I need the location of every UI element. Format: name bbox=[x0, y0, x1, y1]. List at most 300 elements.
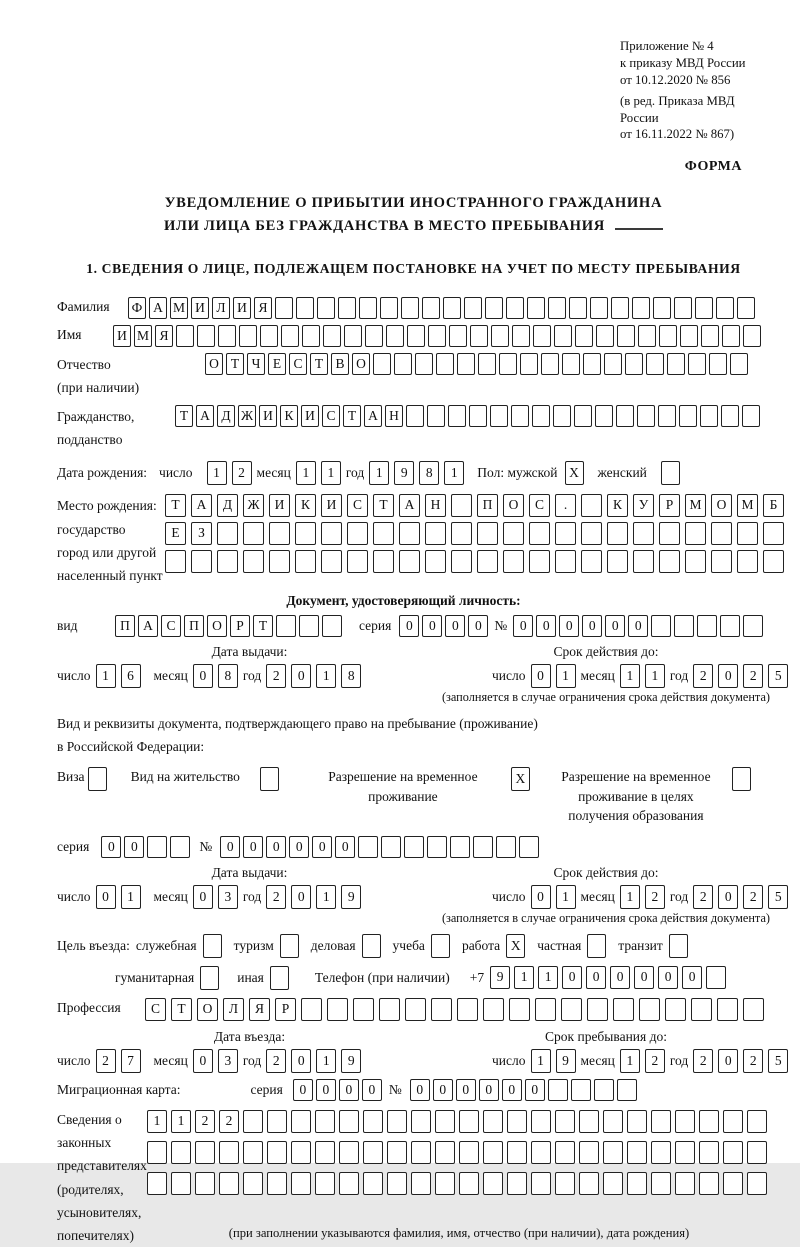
form-char-cell[interactable] bbox=[427, 836, 447, 858]
form-char-cell[interactable] bbox=[464, 297, 482, 319]
form-char-cell[interactable]: 2 bbox=[743, 885, 763, 909]
form-char-cell[interactable] bbox=[737, 522, 758, 545]
form-char-cell[interactable] bbox=[695, 297, 713, 319]
form-char-cell[interactable] bbox=[685, 522, 706, 545]
form-char-cell[interactable] bbox=[338, 297, 356, 319]
form-char-cell[interactable]: 2 bbox=[645, 885, 665, 909]
form-char-cell[interactable]: Р bbox=[659, 494, 680, 517]
form-char-cell[interactable]: 0 bbox=[531, 885, 551, 909]
form-char-cell[interactable] bbox=[299, 615, 319, 637]
form-char-cell[interactable]: 2 bbox=[219, 1110, 239, 1133]
form-char-cell[interactable] bbox=[499, 353, 517, 375]
form-char-cell[interactable] bbox=[730, 353, 748, 375]
form-char-cell[interactable] bbox=[627, 1172, 647, 1195]
form-char-cell[interactable]: 0 bbox=[468, 615, 488, 637]
form-char-cell[interactable] bbox=[301, 998, 322, 1021]
form-char-cell[interactable]: 6 bbox=[121, 664, 141, 688]
form-char-cell[interactable]: 0 bbox=[291, 885, 311, 909]
form-char-cell[interactable]: 3 bbox=[218, 885, 238, 909]
form-char-cell[interactable] bbox=[579, 1110, 599, 1133]
form-char-cell[interactable] bbox=[617, 1079, 637, 1101]
form-char-cell[interactable]: Е bbox=[268, 353, 286, 375]
form-char-cell[interactable] bbox=[555, 522, 576, 545]
form-char-cell[interactable]: 2 bbox=[232, 461, 252, 485]
form-char-cell[interactable] bbox=[737, 550, 758, 573]
form-char-cell[interactable]: С bbox=[289, 353, 307, 375]
form-char-cell[interactable] bbox=[469, 405, 487, 427]
form-char-cell[interactable] bbox=[407, 325, 425, 347]
form-char-cell[interactable] bbox=[195, 1141, 215, 1164]
form-char-cell[interactable] bbox=[404, 836, 424, 858]
form-char-cell[interactable]: 1 bbox=[321, 461, 341, 485]
form-char-cell[interactable] bbox=[611, 297, 629, 319]
form-char-cell[interactable] bbox=[339, 1110, 359, 1133]
form-char-cell[interactable] bbox=[457, 353, 475, 375]
form-char-cell[interactable] bbox=[359, 297, 377, 319]
form-char-cell[interactable] bbox=[165, 550, 186, 573]
form-char-cell[interactable] bbox=[651, 1110, 671, 1133]
purpose-humanitarian-checkbox[interactable] bbox=[200, 966, 219, 990]
form-char-cell[interactable]: 0 bbox=[525, 1079, 545, 1101]
form-char-cell[interactable] bbox=[373, 550, 394, 573]
form-char-cell[interactable]: М bbox=[737, 494, 758, 517]
form-char-cell[interactable]: К bbox=[280, 405, 298, 427]
form-char-cell[interactable]: 0 bbox=[628, 615, 648, 637]
form-char-cell[interactable] bbox=[496, 836, 516, 858]
form-char-cell[interactable] bbox=[651, 615, 671, 637]
form-char-cell[interactable] bbox=[607, 550, 628, 573]
form-char-cell[interactable]: 8 bbox=[419, 461, 439, 485]
form-char-cell[interactable] bbox=[302, 325, 320, 347]
form-char-cell[interactable] bbox=[243, 1172, 263, 1195]
form-char-cell[interactable]: 2 bbox=[96, 1049, 116, 1073]
form-char-cell[interactable] bbox=[491, 325, 509, 347]
form-char-cell[interactable] bbox=[435, 1141, 455, 1164]
form-char-cell[interactable]: 0 bbox=[582, 615, 602, 637]
form-char-cell[interactable] bbox=[637, 405, 655, 427]
form-char-cell[interactable] bbox=[603, 1172, 623, 1195]
form-char-cell[interactable] bbox=[688, 353, 706, 375]
form-char-cell[interactable]: 0 bbox=[718, 664, 738, 688]
form-char-cell[interactable] bbox=[625, 353, 643, 375]
form-char-cell[interactable]: А bbox=[196, 405, 214, 427]
form-char-cell[interactable] bbox=[675, 1110, 695, 1133]
form-char-cell[interactable]: 0 bbox=[610, 966, 630, 989]
form-char-cell[interactable] bbox=[243, 522, 264, 545]
form-char-cell[interactable] bbox=[217, 550, 238, 573]
form-char-cell[interactable] bbox=[323, 325, 341, 347]
form-char-cell[interactable]: П bbox=[115, 615, 135, 637]
form-char-cell[interactable] bbox=[451, 522, 472, 545]
form-char-cell[interactable]: Ф bbox=[128, 297, 146, 319]
form-char-cell[interactable] bbox=[373, 353, 391, 375]
form-char-cell[interactable]: 0 bbox=[124, 836, 144, 858]
form-char-cell[interactable] bbox=[459, 1141, 479, 1164]
form-char-cell[interactable] bbox=[509, 998, 530, 1021]
form-char-cell[interactable]: Я bbox=[249, 998, 270, 1021]
form-char-cell[interactable] bbox=[321, 522, 342, 545]
form-char-cell[interactable]: Т bbox=[175, 405, 193, 427]
form-char-cell[interactable] bbox=[260, 325, 278, 347]
form-char-cell[interactable] bbox=[627, 1141, 647, 1164]
form-char-cell[interactable] bbox=[743, 998, 764, 1021]
form-char-cell[interactable]: 0 bbox=[559, 615, 579, 637]
form-char-cell[interactable]: М bbox=[170, 297, 188, 319]
form-char-cell[interactable] bbox=[473, 836, 493, 858]
form-char-cell[interactable] bbox=[607, 522, 628, 545]
form-char-cell[interactable]: 2 bbox=[693, 664, 713, 688]
form-char-cell[interactable] bbox=[561, 998, 582, 1021]
form-char-cell[interactable] bbox=[716, 297, 734, 319]
form-char-cell[interactable]: П bbox=[477, 494, 498, 517]
form-char-cell[interactable] bbox=[503, 522, 524, 545]
form-char-cell[interactable]: 0 bbox=[502, 1079, 522, 1101]
form-char-cell[interactable] bbox=[737, 297, 755, 319]
form-char-cell[interactable] bbox=[675, 1172, 695, 1195]
form-char-cell[interactable] bbox=[267, 1172, 287, 1195]
form-char-cell[interactable]: П bbox=[184, 615, 204, 637]
form-char-cell[interactable] bbox=[579, 1172, 599, 1195]
form-char-cell[interactable] bbox=[723, 1141, 743, 1164]
form-char-cell[interactable] bbox=[176, 325, 194, 347]
purpose-official-checkbox[interactable] bbox=[203, 934, 222, 958]
form-char-cell[interactable] bbox=[269, 550, 290, 573]
form-char-cell[interactable] bbox=[699, 1110, 719, 1133]
form-char-cell[interactable]: 0 bbox=[605, 615, 625, 637]
form-char-cell[interactable] bbox=[569, 297, 587, 319]
purpose-work-checkbox[interactable]: X bbox=[506, 934, 525, 958]
form-char-cell[interactable]: Т bbox=[165, 494, 186, 517]
form-char-cell[interactable] bbox=[506, 297, 524, 319]
form-char-cell[interactable]: 5 bbox=[768, 1049, 788, 1073]
form-char-cell[interactable]: Л bbox=[223, 998, 244, 1021]
form-char-cell[interactable] bbox=[478, 353, 496, 375]
form-char-cell[interactable]: 2 bbox=[693, 1049, 713, 1073]
form-char-cell[interactable] bbox=[503, 550, 524, 573]
form-char-cell[interactable] bbox=[638, 325, 656, 347]
form-char-cell[interactable]: Р bbox=[230, 615, 250, 637]
form-char-cell[interactable] bbox=[699, 1172, 719, 1195]
form-char-cell[interactable] bbox=[322, 615, 342, 637]
form-char-cell[interactable] bbox=[317, 297, 335, 319]
form-char-cell[interactable]: 0 bbox=[410, 1079, 430, 1101]
form-char-cell[interactable]: Т bbox=[343, 405, 361, 427]
form-char-cell[interactable] bbox=[443, 297, 461, 319]
form-char-cell[interactable] bbox=[381, 836, 401, 858]
form-char-cell[interactable]: 1 bbox=[556, 664, 576, 688]
form-char-cell[interactable]: 1 bbox=[620, 885, 640, 909]
form-char-cell[interactable] bbox=[720, 615, 740, 637]
form-char-cell[interactable] bbox=[387, 1172, 407, 1195]
form-char-cell[interactable] bbox=[743, 325, 761, 347]
form-char-cell[interactable]: А bbox=[364, 405, 382, 427]
purpose-other-checkbox[interactable] bbox=[270, 966, 289, 990]
form-char-cell[interactable]: 1 bbox=[171, 1110, 191, 1133]
form-char-cell[interactable] bbox=[315, 1172, 335, 1195]
form-char-cell[interactable] bbox=[380, 297, 398, 319]
form-char-cell[interactable]: В bbox=[331, 353, 349, 375]
form-char-cell[interactable] bbox=[633, 522, 654, 545]
form-char-cell[interactable] bbox=[147, 1172, 167, 1195]
form-char-cell[interactable] bbox=[699, 1141, 719, 1164]
form-char-cell[interactable] bbox=[575, 325, 593, 347]
form-char-cell[interactable] bbox=[267, 1110, 287, 1133]
form-char-cell[interactable]: 5 bbox=[768, 885, 788, 909]
form-char-cell[interactable]: 3 bbox=[218, 1049, 238, 1073]
form-char-cell[interactable]: 9 bbox=[341, 885, 361, 909]
form-char-cell[interactable]: 0 bbox=[266, 836, 286, 858]
form-char-cell[interactable]: 0 bbox=[658, 966, 678, 989]
residence-permit-checkbox[interactable] bbox=[260, 767, 279, 791]
form-char-cell[interactable] bbox=[344, 325, 362, 347]
form-char-cell[interactable] bbox=[581, 494, 602, 517]
form-char-cell[interactable] bbox=[674, 297, 692, 319]
form-char-cell[interactable] bbox=[717, 998, 738, 1021]
form-char-cell[interactable] bbox=[435, 1110, 455, 1133]
form-char-cell[interactable] bbox=[747, 1172, 767, 1195]
form-char-cell[interactable]: Ч bbox=[247, 353, 265, 375]
form-char-cell[interactable] bbox=[587, 998, 608, 1021]
form-char-cell[interactable] bbox=[449, 325, 467, 347]
form-char-cell[interactable] bbox=[483, 1172, 503, 1195]
form-char-cell[interactable]: 0 bbox=[422, 615, 442, 637]
form-char-cell[interactable] bbox=[315, 1110, 335, 1133]
form-char-cell[interactable]: С bbox=[529, 494, 550, 517]
form-char-cell[interactable] bbox=[219, 1141, 239, 1164]
form-char-cell[interactable]: 0 bbox=[531, 664, 551, 688]
form-char-cell[interactable]: 9 bbox=[490, 966, 510, 989]
form-char-cell[interactable]: Ж bbox=[243, 494, 264, 517]
form-char-cell[interactable] bbox=[363, 1110, 383, 1133]
form-char-cell[interactable]: 0 bbox=[362, 1079, 382, 1101]
form-char-cell[interactable]: К bbox=[295, 494, 316, 517]
form-char-cell[interactable] bbox=[581, 522, 602, 545]
form-char-cell[interactable] bbox=[321, 550, 342, 573]
form-char-cell[interactable] bbox=[548, 1079, 568, 1101]
form-char-cell[interactable] bbox=[763, 522, 784, 545]
form-char-cell[interactable] bbox=[425, 522, 446, 545]
form-char-cell[interactable] bbox=[627, 1110, 647, 1133]
form-char-cell[interactable] bbox=[451, 494, 472, 517]
form-char-cell[interactable]: 0 bbox=[718, 885, 738, 909]
form-char-cell[interactable]: 2 bbox=[743, 1049, 763, 1073]
form-char-cell[interactable] bbox=[405, 998, 426, 1021]
form-char-cell[interactable] bbox=[219, 1172, 239, 1195]
form-char-cell[interactable] bbox=[358, 836, 378, 858]
form-char-cell[interactable] bbox=[483, 1141, 503, 1164]
form-char-cell[interactable]: О bbox=[711, 494, 732, 517]
form-char-cell[interactable]: 1 bbox=[645, 664, 665, 688]
form-char-cell[interactable]: О bbox=[352, 353, 370, 375]
form-char-cell[interactable] bbox=[295, 522, 316, 545]
form-char-cell[interactable]: О bbox=[503, 494, 524, 517]
form-char-cell[interactable] bbox=[700, 405, 718, 427]
form-char-cell[interactable] bbox=[675, 1141, 695, 1164]
form-char-cell[interactable]: 1 bbox=[620, 1049, 640, 1073]
form-char-cell[interactable]: И bbox=[259, 405, 277, 427]
form-char-cell[interactable] bbox=[519, 836, 539, 858]
form-char-cell[interactable]: О bbox=[197, 998, 218, 1021]
form-char-cell[interactable] bbox=[529, 550, 550, 573]
form-char-cell[interactable] bbox=[170, 836, 190, 858]
form-char-cell[interactable]: И bbox=[269, 494, 290, 517]
form-char-cell[interactable]: С bbox=[322, 405, 340, 427]
form-char-cell[interactable]: . bbox=[555, 494, 576, 517]
form-char-cell[interactable] bbox=[659, 325, 677, 347]
form-char-cell[interactable] bbox=[470, 325, 488, 347]
form-char-cell[interactable] bbox=[653, 297, 671, 319]
form-char-cell[interactable]: 0 bbox=[562, 966, 582, 989]
form-char-cell[interactable]: А bbox=[191, 494, 212, 517]
form-char-cell[interactable] bbox=[594, 1079, 614, 1101]
form-char-cell[interactable] bbox=[483, 998, 504, 1021]
form-char-cell[interactable] bbox=[147, 836, 167, 858]
form-char-cell[interactable] bbox=[431, 998, 452, 1021]
form-char-cell[interactable] bbox=[399, 522, 420, 545]
form-char-cell[interactable] bbox=[339, 1141, 359, 1164]
purpose-tourism-checkbox[interactable] bbox=[280, 934, 299, 958]
form-char-cell[interactable] bbox=[685, 550, 706, 573]
form-char-cell[interactable]: 0 bbox=[586, 966, 606, 989]
form-char-cell[interactable]: 0 bbox=[193, 885, 213, 909]
form-char-cell[interactable] bbox=[723, 1110, 743, 1133]
form-char-cell[interactable]: 1 bbox=[296, 461, 316, 485]
form-char-cell[interactable]: 1 bbox=[316, 885, 336, 909]
form-char-cell[interactable]: 1 bbox=[556, 885, 576, 909]
form-char-cell[interactable] bbox=[171, 1172, 191, 1195]
form-char-cell[interactable] bbox=[373, 522, 394, 545]
form-char-cell[interactable]: 2 bbox=[693, 885, 713, 909]
form-char-cell[interactable] bbox=[485, 297, 503, 319]
form-char-cell[interactable] bbox=[171, 1141, 191, 1164]
form-char-cell[interactable] bbox=[603, 1110, 623, 1133]
form-char-cell[interactable]: И bbox=[113, 325, 131, 347]
form-char-cell[interactable]: С bbox=[145, 998, 166, 1021]
form-char-cell[interactable] bbox=[267, 1141, 287, 1164]
form-char-cell[interactable]: К bbox=[607, 494, 628, 517]
form-char-cell[interactable] bbox=[531, 1141, 551, 1164]
form-char-cell[interactable]: 0 bbox=[193, 1049, 213, 1073]
form-char-cell[interactable] bbox=[425, 550, 446, 573]
form-char-cell[interactable] bbox=[541, 353, 559, 375]
form-char-cell[interactable] bbox=[562, 353, 580, 375]
form-char-cell[interactable]: Т bbox=[253, 615, 273, 637]
form-char-cell[interactable] bbox=[507, 1110, 527, 1133]
form-char-cell[interactable] bbox=[616, 405, 634, 427]
form-char-cell[interactable]: 2 bbox=[743, 664, 763, 688]
gender-male-checkbox[interactable]: X bbox=[565, 461, 584, 485]
form-char-cell[interactable] bbox=[665, 998, 686, 1021]
form-char-cell[interactable]: Н bbox=[425, 494, 446, 517]
form-char-cell[interactable] bbox=[379, 998, 400, 1021]
form-char-cell[interactable] bbox=[595, 405, 613, 427]
form-char-cell[interactable] bbox=[477, 550, 498, 573]
form-char-cell[interactable] bbox=[459, 1110, 479, 1133]
form-char-cell[interactable] bbox=[651, 1172, 671, 1195]
form-char-cell[interactable] bbox=[532, 405, 550, 427]
form-char-cell[interactable]: М bbox=[685, 494, 706, 517]
form-char-cell[interactable]: 0 bbox=[682, 966, 702, 989]
form-char-cell[interactable]: 0 bbox=[536, 615, 556, 637]
form-char-cell[interactable]: 1 bbox=[444, 461, 464, 485]
form-char-cell[interactable]: 2 bbox=[195, 1110, 215, 1133]
form-char-cell[interactable] bbox=[511, 405, 529, 427]
form-char-cell[interactable] bbox=[422, 297, 440, 319]
form-char-cell[interactable] bbox=[243, 550, 264, 573]
form-char-cell[interactable] bbox=[723, 1172, 743, 1195]
form-char-cell[interactable] bbox=[747, 1141, 767, 1164]
form-char-cell[interactable] bbox=[411, 1141, 431, 1164]
form-char-cell[interactable] bbox=[295, 550, 316, 573]
form-char-cell[interactable] bbox=[603, 1141, 623, 1164]
form-char-cell[interactable]: 9 bbox=[341, 1049, 361, 1073]
form-char-cell[interactable]: 0 bbox=[220, 836, 240, 858]
form-char-cell[interactable]: 1 bbox=[121, 885, 141, 909]
form-char-cell[interactable]: 9 bbox=[394, 461, 414, 485]
form-char-cell[interactable]: 0 bbox=[634, 966, 654, 989]
form-char-cell[interactable] bbox=[711, 550, 732, 573]
form-char-cell[interactable] bbox=[276, 615, 296, 637]
form-char-cell[interactable] bbox=[387, 1141, 407, 1164]
form-char-cell[interactable] bbox=[427, 405, 445, 427]
form-char-cell[interactable] bbox=[411, 1110, 431, 1133]
form-char-cell[interactable]: 2 bbox=[266, 664, 286, 688]
form-char-cell[interactable]: 2 bbox=[266, 885, 286, 909]
form-char-cell[interactable] bbox=[721, 405, 739, 427]
form-char-cell[interactable] bbox=[555, 1172, 575, 1195]
purpose-private-checkbox[interactable] bbox=[587, 934, 606, 958]
form-char-cell[interactable]: Т bbox=[310, 353, 328, 375]
form-char-cell[interactable]: 1 bbox=[316, 664, 336, 688]
form-char-cell[interactable] bbox=[291, 1110, 311, 1133]
form-char-cell[interactable] bbox=[679, 405, 697, 427]
form-char-cell[interactable]: 1 bbox=[369, 461, 389, 485]
form-char-cell[interactable]: 0 bbox=[96, 885, 116, 909]
form-char-cell[interactable]: 0 bbox=[289, 836, 309, 858]
form-char-cell[interactable] bbox=[353, 998, 374, 1021]
purpose-business-checkbox[interactable] bbox=[362, 934, 381, 958]
form-char-cell[interactable] bbox=[659, 522, 680, 545]
form-char-cell[interactable] bbox=[386, 325, 404, 347]
temp-residence-education-checkbox[interactable] bbox=[732, 767, 751, 791]
form-char-cell[interactable] bbox=[706, 966, 726, 989]
form-char-cell[interactable]: 1 bbox=[96, 664, 116, 688]
form-char-cell[interactable]: Д bbox=[217, 494, 238, 517]
form-char-cell[interactable] bbox=[401, 297, 419, 319]
form-char-cell[interactable] bbox=[555, 1110, 575, 1133]
form-char-cell[interactable] bbox=[406, 405, 424, 427]
form-char-cell[interactable]: Я bbox=[254, 297, 272, 319]
form-char-cell[interactable] bbox=[507, 1172, 527, 1195]
form-char-cell[interactable] bbox=[365, 325, 383, 347]
form-char-cell[interactable]: И bbox=[321, 494, 342, 517]
form-char-cell[interactable]: 0 bbox=[456, 1079, 476, 1101]
form-char-cell[interactable]: Т bbox=[226, 353, 244, 375]
form-char-cell[interactable]: М bbox=[134, 325, 152, 347]
form-char-cell[interactable]: 0 bbox=[718, 1049, 738, 1073]
form-char-cell[interactable] bbox=[483, 1110, 503, 1133]
form-char-cell[interactable]: З bbox=[191, 522, 212, 545]
form-char-cell[interactable]: 8 bbox=[218, 664, 238, 688]
form-char-cell[interactable]: 0 bbox=[399, 615, 419, 637]
form-char-cell[interactable] bbox=[459, 1172, 479, 1195]
form-char-cell[interactable]: 0 bbox=[291, 664, 311, 688]
form-char-cell[interactable]: 0 bbox=[316, 1079, 336, 1101]
form-char-cell[interactable] bbox=[658, 405, 676, 427]
form-char-cell[interactable]: Т bbox=[373, 494, 394, 517]
form-char-cell[interactable] bbox=[195, 1172, 215, 1195]
form-char-cell[interactable]: 1 bbox=[316, 1049, 336, 1073]
